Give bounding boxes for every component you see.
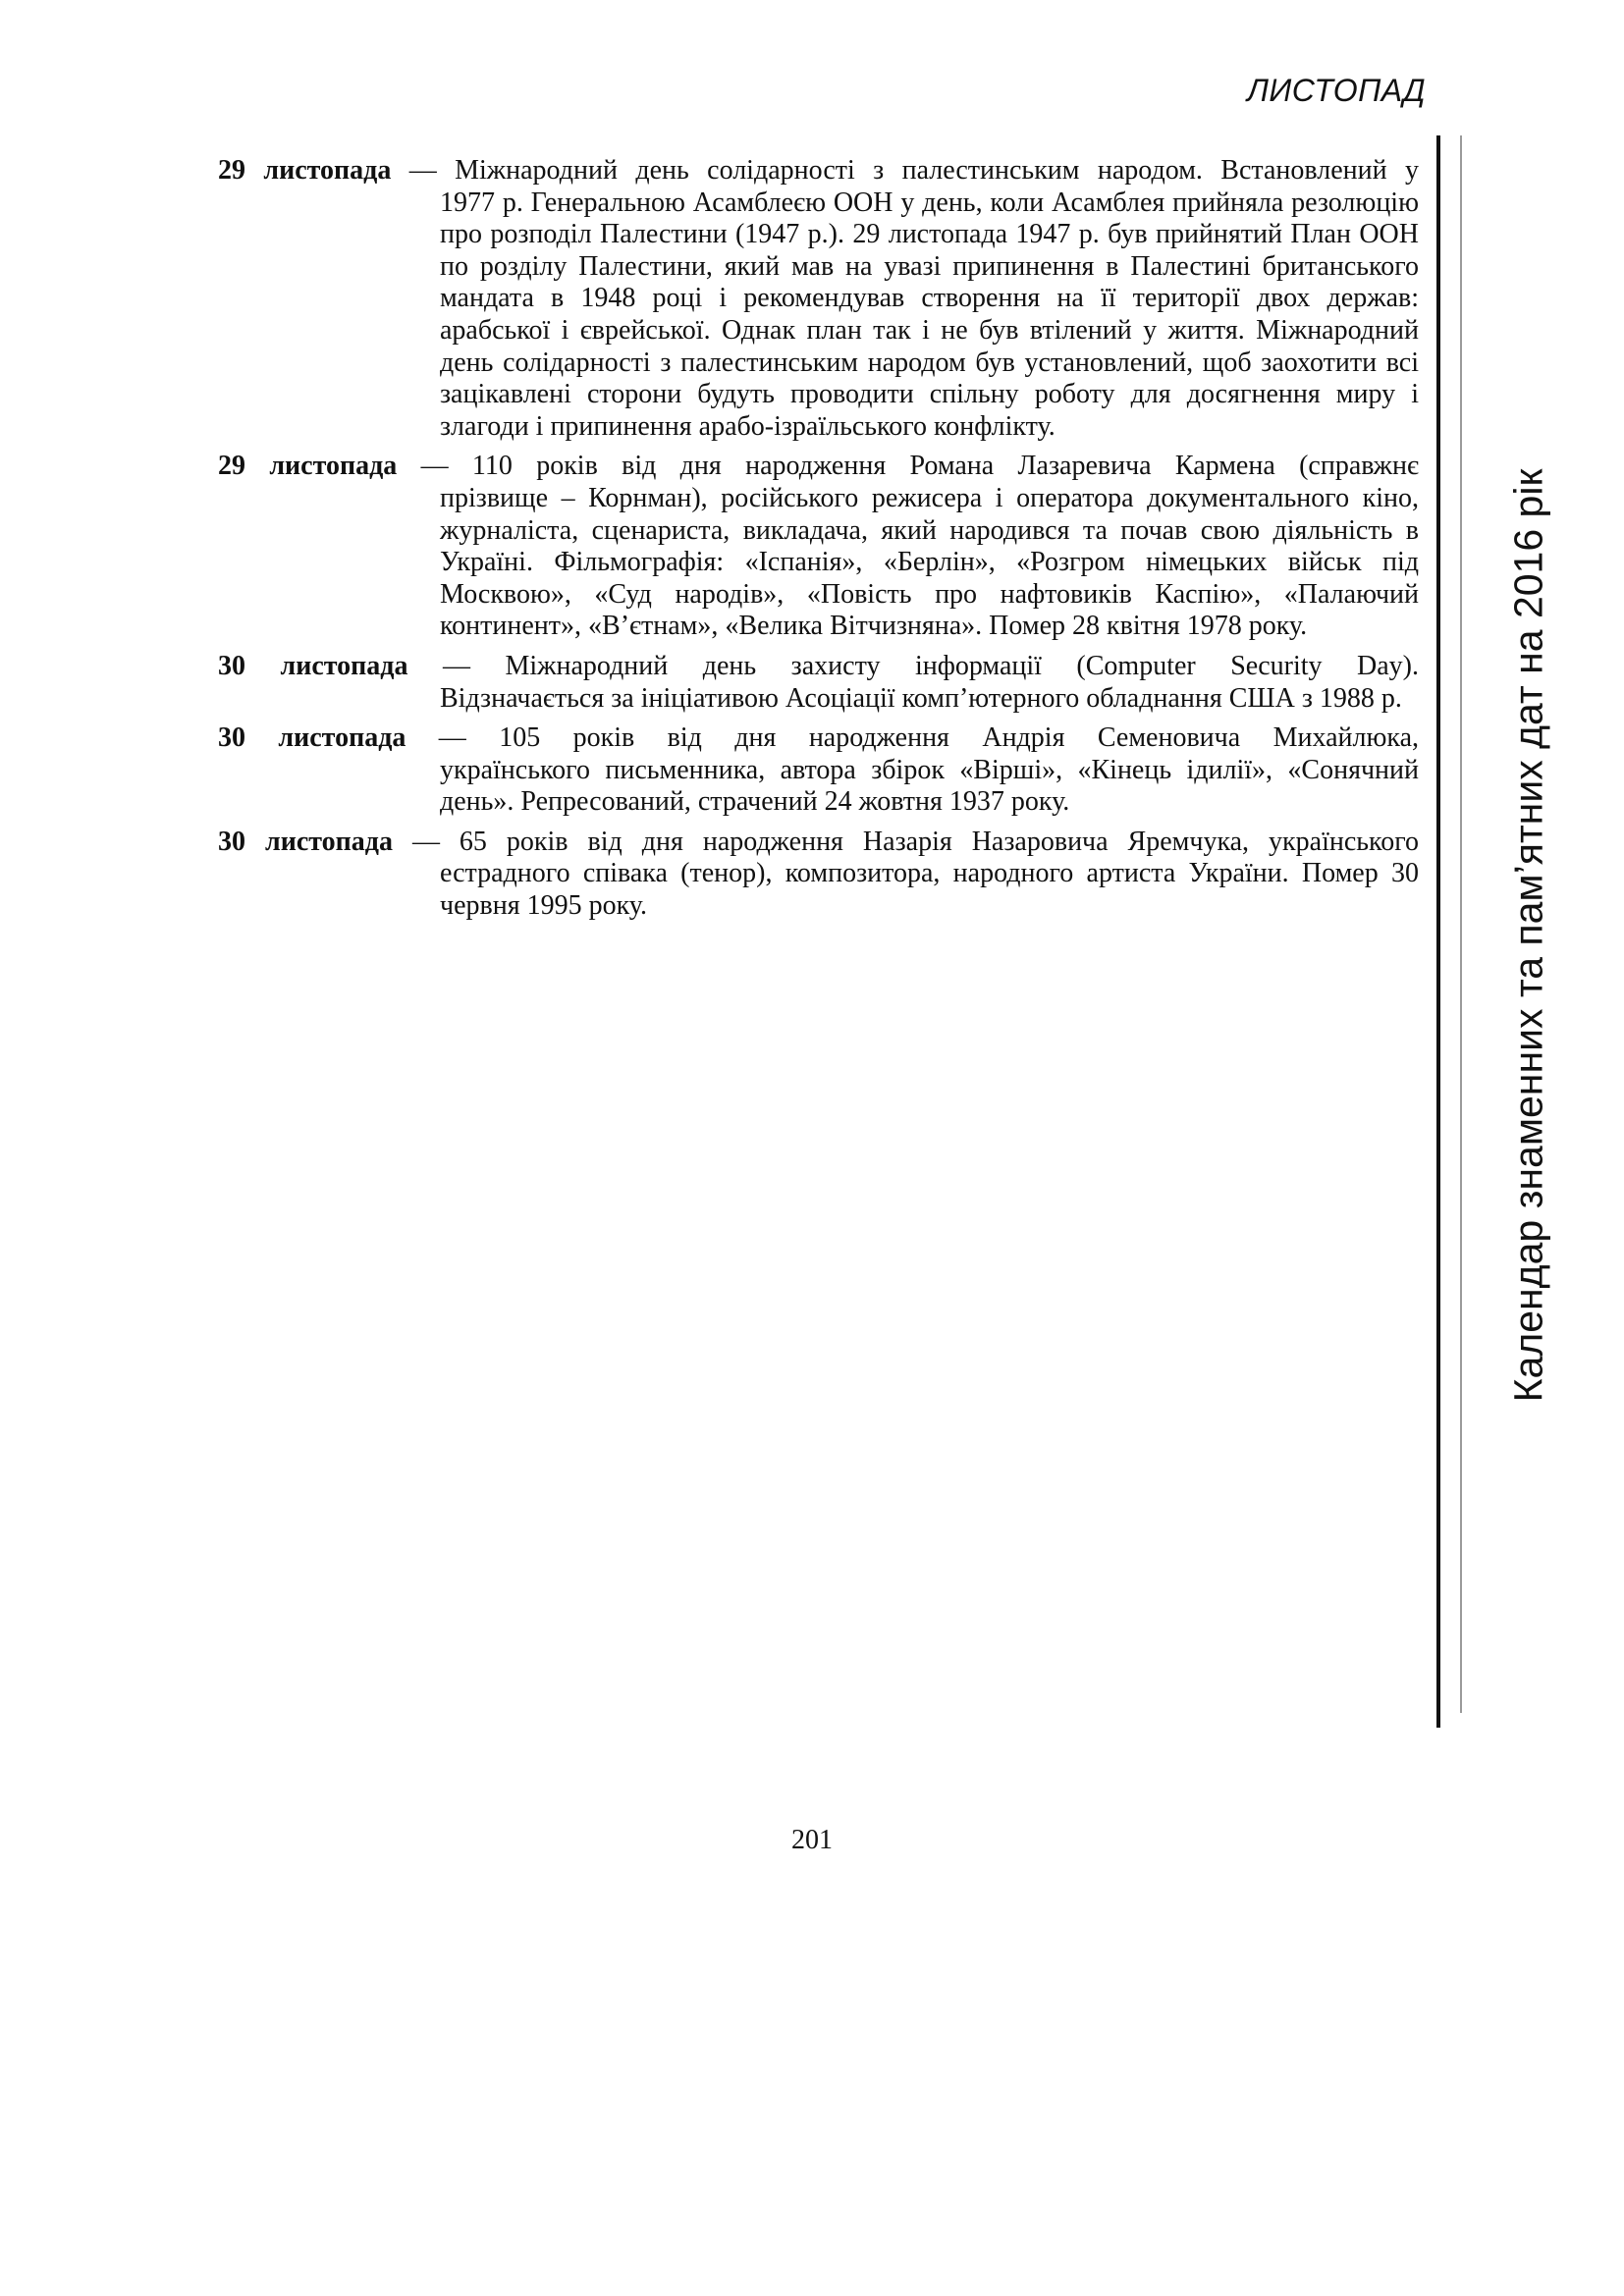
entry-first-line xyxy=(218,155,1419,187)
side-title: Календар знаменних та пам’ятних дат на 2016 рік xyxy=(1505,468,1551,1403)
entry-date: 30 листопада xyxy=(218,722,406,754)
entry-first-line xyxy=(218,651,1419,683)
entry-first-line xyxy=(218,451,1419,483)
margin-rule-thick xyxy=(1436,135,1440,1728)
calendar-entry xyxy=(218,155,1419,443)
entry-lead-text: — 105 років від дня народження Андрія Семеновича Михайлюка, xyxy=(406,722,1420,754)
entry-text: українського письменника, автора збірок «Вірші», «Кінець ідилії», «Сонячний день». Репресований, страчений 24 жовтня 1937 року. xyxy=(440,754,1419,818)
entry-date: 30 листопада xyxy=(218,650,408,681)
entry-first-line xyxy=(218,722,1419,755)
entry-text: прізвище – Корнман), російського режисера і оператора документального кіно, журналіста, сценариста, викладача, який народився та почав свою діяльність в Україні. Фільмографія: «Іспанія», «Берлін», «Розгром німецьких військ під Москвою», «Суд народів», «Повість про нафтовиків Каспію», «Палаючий континент», «В’єтнам», «Велика Вітчизняна». Помер 28 квітня 1978 року. xyxy=(440,482,1419,642)
entry-date: 29 листопада xyxy=(218,155,392,186)
margin-rule-thin xyxy=(1460,135,1462,1713)
calendar-entry xyxy=(218,722,1419,819)
calendar-entry xyxy=(218,651,1419,715)
entry-first-line xyxy=(218,827,1419,859)
entry-date: 30 листопада xyxy=(218,826,393,857)
entry-lead-text: — 110 років від дня народження Романа Лазаревича Кармена (справжнє xyxy=(397,451,1420,482)
entry-text: 1977 р. Генеральною Асамблеєю ООН у день, коли Асамблея прийняла резолюцію про розподіл Палестини (1947 р.). 29 листопада 1947 р. був прийнятий План ООН по розділу Палестини, який мав на увазі припинення в Палестині британського мандата в 1948 році і рекомендував створення на її території двох держав: арабської і єврейської. Однак план так і не був втілений у життя. Міжнародний день солідарності з палестинським народом був установлений, щоб заохотити всі зацікавлені сторони будуть проводити спільну роботу для досягнення миру і злагоди і припинення арабо-ізраїльського конфлікту. xyxy=(440,187,1419,442)
running-head: ЛИСТОПАД xyxy=(1246,73,1426,108)
page-number: 201 xyxy=(791,1825,833,1855)
calendar-entry xyxy=(218,451,1419,643)
calendar-entries xyxy=(218,155,1419,931)
entry-lead-text: — Міжнародний день захисту інформації (Computer Security Day). xyxy=(407,650,1419,681)
entry-lead-text: — 65 років від дня народження Назарія Назаровича Яремчука, українського xyxy=(392,826,1420,857)
calendar-entry xyxy=(218,827,1419,923)
entry-lead-text: — Міжнародний день солідарності з палестинським народом. Встановлений у xyxy=(391,155,1419,186)
entry-date: 29 листопада xyxy=(218,451,398,482)
entry-text: Відзначається за ініціативою Асоціації комп’ютерного обладнання США з 1988 р. xyxy=(440,682,1402,714)
entry-text: естрадного співака (тенор), композитора, народного артиста України. Помер 30 червня 1995 року. xyxy=(440,858,1419,922)
